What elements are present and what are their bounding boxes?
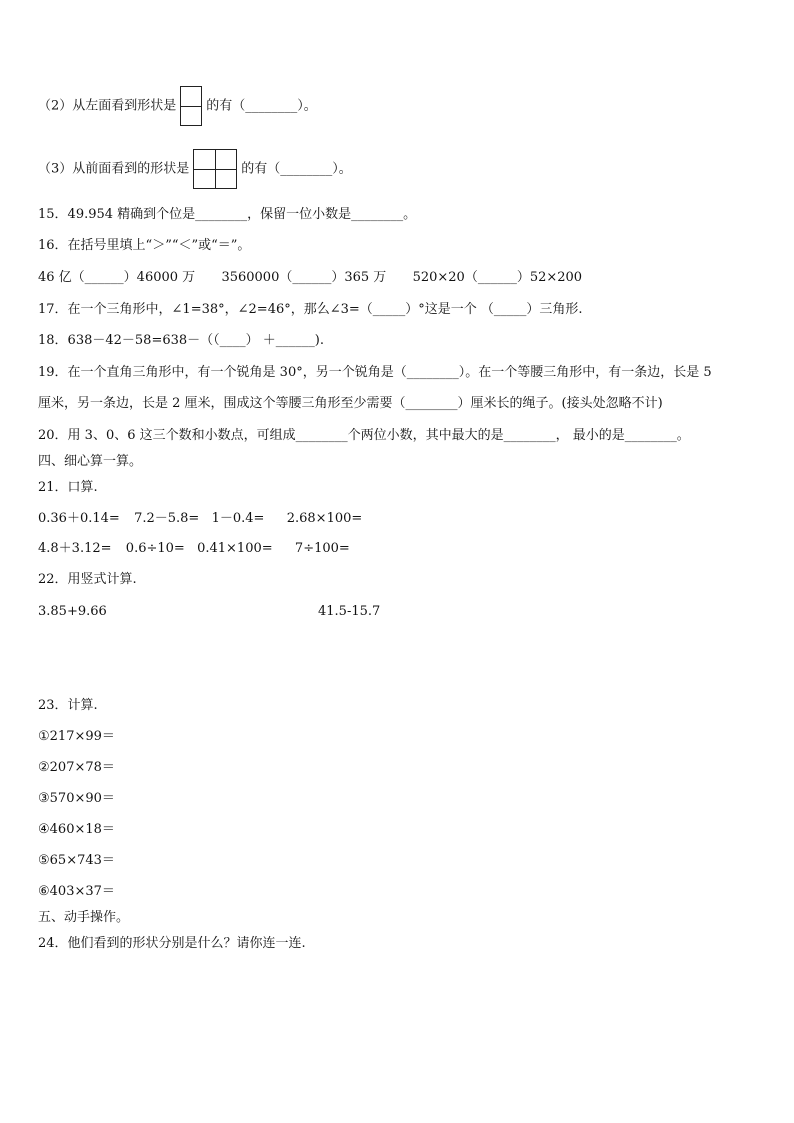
mental-calc-item: 4.8＋3.12=	[38, 541, 112, 556]
q17: 17．在一个三角形中，∠1=38°，∠2=46°，那么∠3=（_____）°这是一个 （_____）三角形.	[38, 302, 583, 317]
q16-item: 520×20（______）52×200	[412, 270, 583, 285]
section4-heading: 四、细心算一算。	[38, 454, 143, 469]
q24: 24．他们看到的形状分别是什么？请你连一连.	[38, 936, 306, 951]
q18: 18．638－42－58=638－（（____） ＋______).	[38, 333, 324, 348]
q21-row1	[38, 511, 362, 527]
q14-part2	[38, 86, 317, 127]
q21-title: 21．口算.	[38, 480, 98, 495]
q16-item: 46 亿（______）46000 万	[38, 270, 196, 285]
q22-left: 3.85+9.66	[38, 604, 107, 619]
q23-item: ⑥403×37＝	[38, 884, 115, 899]
q14-part3-pre: （3）从前面看到的形状是	[38, 161, 190, 177]
mental-calc-item: 1－0.4=	[211, 511, 265, 526]
q16-item: 3560000（______）365 万	[221, 270, 387, 285]
q14-part2-post: 的有（________）。	[206, 98, 317, 114]
section5-heading: 五、动手操作。	[38, 910, 130, 925]
q21-row2	[38, 541, 350, 557]
front-view-shape-icon	[193, 149, 237, 189]
q23-title: 23．计算.	[38, 698, 98, 713]
q22-title: 22．用竖式计算.	[38, 572, 137, 587]
mental-calc-item: 0.6÷10=	[125, 541, 185, 556]
mental-calc-item: 0.41×100=	[197, 541, 273, 556]
q23-item: ①217×99＝	[38, 729, 115, 744]
q23-item: ②207×78＝	[38, 760, 115, 775]
q15: 15．49.954 精确到个位是________，保留一位小数是________。	[38, 207, 417, 222]
q16-items	[38, 270, 582, 286]
left-view-shape-icon	[180, 86, 202, 126]
q22-right: 41.5-15.7	[318, 604, 381, 619]
mental-calc-item: 2.68×100=	[286, 511, 363, 526]
q23-item: ⑤65×743＝	[38, 853, 115, 868]
mental-calc-item: 0.36＋0.14=	[38, 511, 120, 526]
q23-item: ④460×18＝	[38, 822, 115, 837]
mental-calc-item: 7÷100=	[294, 541, 350, 556]
q19-line1: 19．在一个直角三角形中，有一个锐角是 30°，另一个锐角是（________）。在一个等腰三角形中，有一条边，长是 5	[38, 365, 712, 380]
q23-item: ③570×90＝	[38, 791, 115, 806]
mental-calc-item: 7.2－5.8=	[134, 511, 200, 526]
q14-part3	[38, 149, 352, 190]
q20: 20．用 3、0、6 这三个数和小数点，可组成________个两位小数，其中最大的是________， 最小的是________。	[38, 428, 690, 443]
q16-title: 16．在括号里填上“＞”“＜”或“＝”。	[38, 238, 251, 253]
q14-part3-post: 的有（________）。	[241, 161, 352, 177]
q19-line2: 厘米，另一条边，长是 2 厘米，围成这个等腰三角形至少需要（________）厘米长的绳子。(接头处忽略不计)	[38, 396, 663, 411]
q14-part2-pre: （2）从左面看到形状是	[38, 98, 177, 114]
